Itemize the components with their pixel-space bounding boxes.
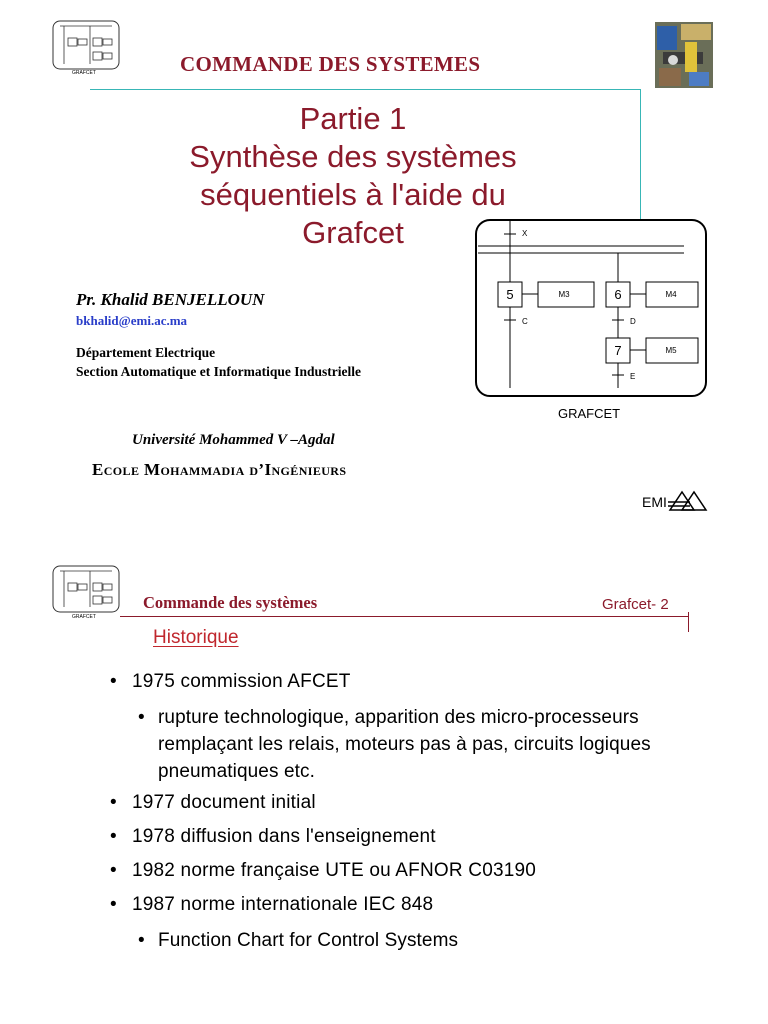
title-line: Grafcet: [302, 215, 404, 250]
list-item: [110, 791, 670, 815]
author-email[interactable]: bkhalid@emi.ac.ma: [76, 313, 188, 328]
emi-logo-text: EMI: [642, 494, 667, 510]
list-item-text: 1975 commission AFCET: [132, 671, 351, 692]
university-name: Université Mohammed V –Agdal: [132, 432, 335, 448]
grafcet-logo-caption: GRAFCET: [72, 614, 96, 620]
transition-label-x: X: [522, 229, 528, 238]
bullet-icon: •: [110, 671, 117, 692]
school-name: Ecole Mohammadia d’Ingénieurs: [92, 460, 347, 479]
robot-photo-icon: [655, 22, 713, 88]
title-line: séquentiels à l'aide du: [200, 177, 506, 212]
history-list: [110, 670, 670, 960]
list-item: [110, 670, 670, 694]
list-item: [110, 859, 670, 883]
title-line: Partie 1: [299, 101, 407, 136]
bullet-icon: •: [110, 860, 117, 881]
bullet-icon: •: [110, 826, 117, 847]
department-label: Département Electrique: [76, 345, 216, 360]
list-item-text: 1977 document initial: [132, 792, 316, 813]
slide2-header: Commande des systèmes: [143, 593, 318, 612]
list-item-text: 1982 norme française UTE ou AFNOR C03190: [132, 860, 537, 881]
bullet-icon: •: [138, 930, 145, 951]
step-number: 7: [614, 343, 622, 358]
author-name: Pr. Khalid BENJELLOUN: [76, 290, 265, 309]
grafcet-diagram: [474, 218, 710, 400]
action-label: M5: [665, 346, 677, 355]
grafcet-caption: GRAFCET: [558, 406, 621, 421]
list-item: [110, 825, 670, 849]
action-label: M4: [665, 290, 677, 299]
sub-list-item: [138, 704, 670, 785]
slide1-top-rule: [90, 89, 641, 90]
slide2-page-label: Grafcet- 2: [602, 596, 669, 613]
action-label: M3: [558, 290, 570, 299]
sub-list-item-text: rupture technologique, apparition des micro-processeurs remplaçant les relais, moteurs pas à pas, circuits logiques pneumatiques etc.: [158, 707, 651, 782]
list-item-text: 1987 norme internationale IEC 848: [132, 894, 434, 915]
bullet-icon: •: [110, 792, 117, 813]
sub-list-item: [138, 927, 670, 954]
section-label: Section Automatique et Informatique Industrielle: [76, 364, 361, 379]
bullet-icon: •: [110, 894, 117, 915]
step-number: 6: [614, 287, 622, 302]
transition-label: E: [630, 372, 636, 381]
sub-list-item-text: Function Chart for Control Systems: [158, 930, 459, 951]
bullet-icon: •: [138, 707, 145, 728]
department-block: [76, 343, 361, 381]
section-title: Historique: [153, 627, 239, 648]
transition-label: D: [630, 317, 636, 326]
grafcet-logo-caption: GRAFCET: [72, 70, 96, 76]
list-item: [110, 893, 670, 917]
slide2-rule-tick: [688, 612, 689, 632]
step-number: 5: [506, 287, 514, 302]
slide1-header: COMMANDE DES SYSTEMES: [180, 52, 481, 76]
slide2-rule: [120, 616, 688, 617]
list-item-text: 1978 diffusion dans l'enseignement: [132, 826, 436, 847]
slide1-side-rule: [640, 89, 641, 222]
transition-label: C: [522, 317, 528, 326]
title-line: Synthèse des systèmes: [189, 139, 517, 174]
emi-logo-icon: [668, 488, 708, 512]
